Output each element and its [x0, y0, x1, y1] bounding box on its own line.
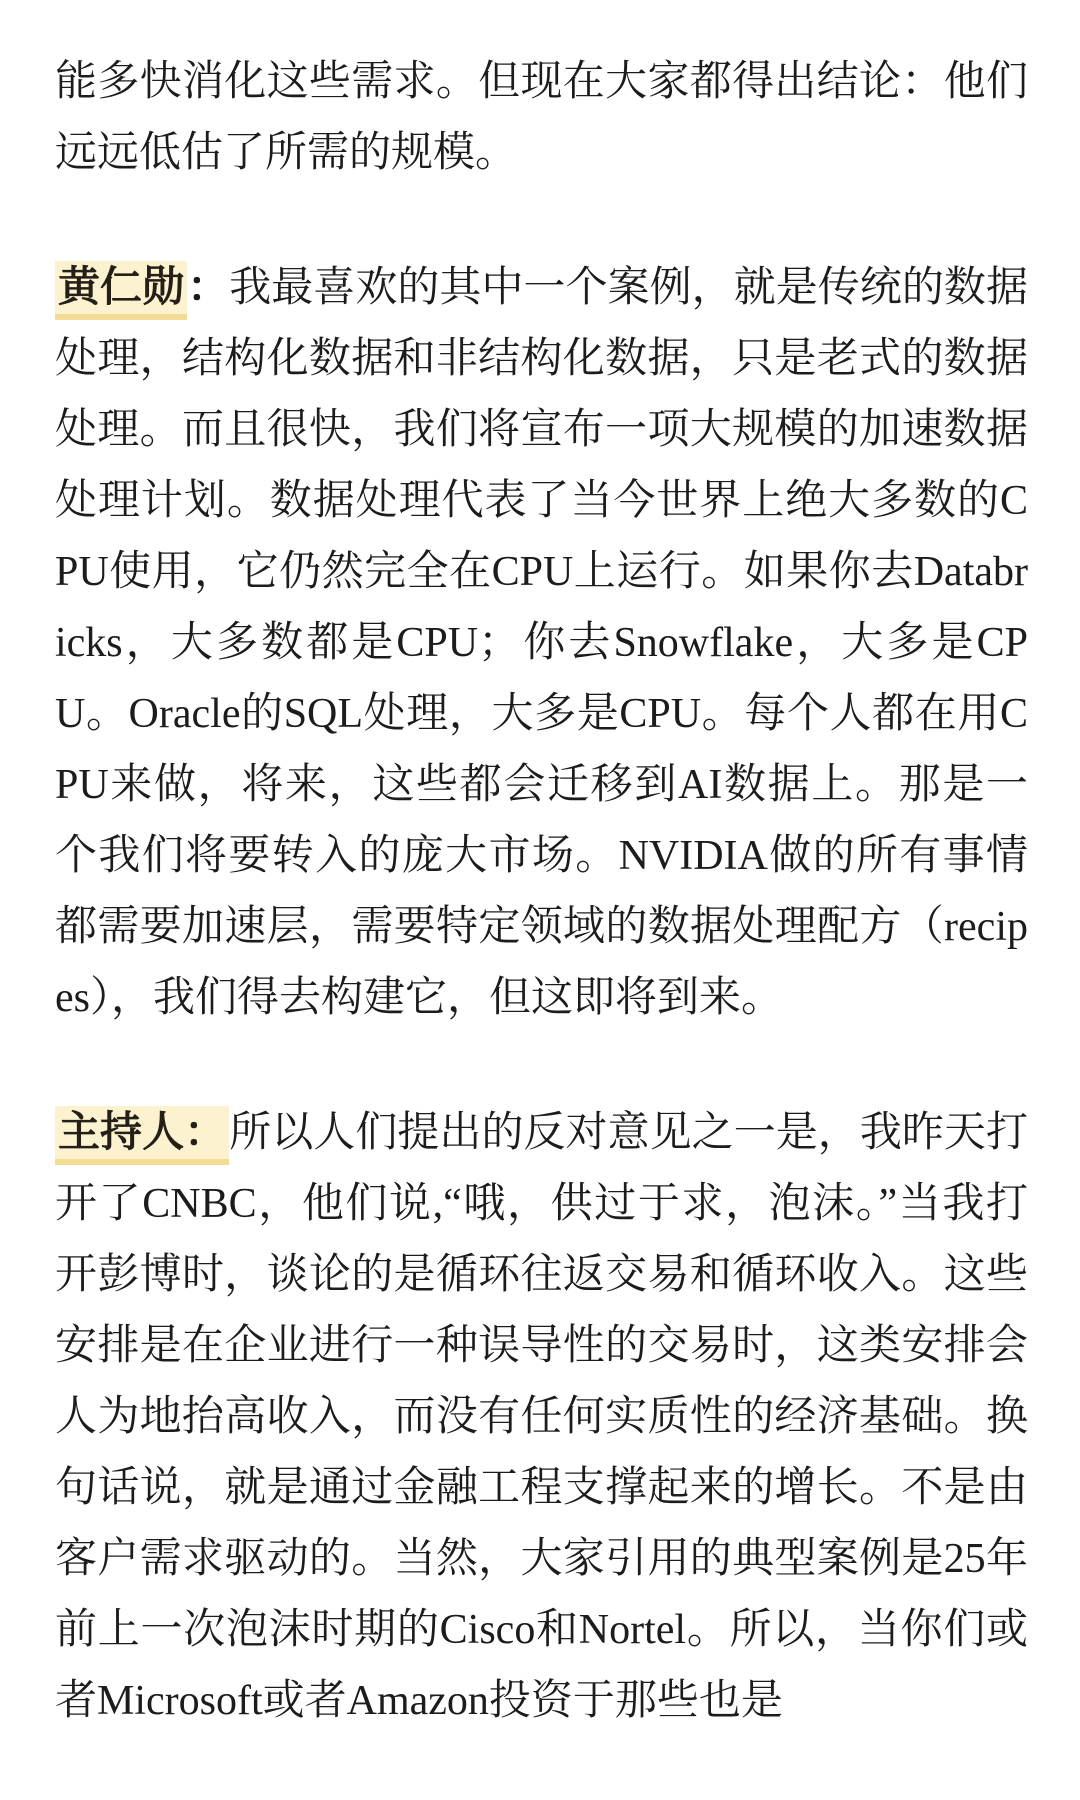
speaker-label-huang-renxun: 黄仁勋 — [55, 261, 187, 320]
speaker-label-host: 主持人： — [55, 1106, 229, 1165]
speaker-colon: ： — [187, 265, 230, 311]
paragraph-huang — [55, 253, 1028, 1034]
paragraph-intro — [55, 47, 1028, 189]
paragraph-text: 所以人们提出的反对意见之一是，我昨天打开了CNBC，他们说,“哦，供过于求，泡沫。”当我打开彭博时，谈论的是循环往返交易和循环收入。这些安排是在企业进行一种误导性的交易时，这类安排会人为地抬高收入，而没有任何实质性的经济基础。换句话说，就是通过金融工程支撑起来的增长。不是由客户需求驱动的。当然，大家引用的典型案例是25年前上一次泡沫时期的Cisco和Nortel。所以，当你们或者Microsoft或者Amazon投资于那些也是 — [55, 1110, 1028, 1724]
paragraph-host — [55, 1098, 1028, 1737]
paragraph-text: 我最喜欢的其中一个案例，就是传统的数据处理，结构化数据和非结构化数据，只是老式的数据处理。而且很快，我们将宣布一项大规模的加速数据处理计划。数据处理代表了当今世界上绝大多数的CPU使用，它仍然完全在CPU上运行。如果你去Databricks，大多数都是CPU；你去Snowflake，大多是CPU。Oracle的SQL处理，大多是CPU。每个人都在用CPU来做，将来，这些都会迁移到AI数据上。那是一个我们将要转入的庞大市场。NVIDIA做的所有事情都需要加速层，需要特定领域的数据处理配方（recipes），我们得去构建它，但这即将到来。 — [55, 265, 1028, 1021]
paragraph-text: 能多快消化这些需求。但现在大家都得出结论：他们远远低估了所需的规模。 — [55, 59, 1028, 176]
